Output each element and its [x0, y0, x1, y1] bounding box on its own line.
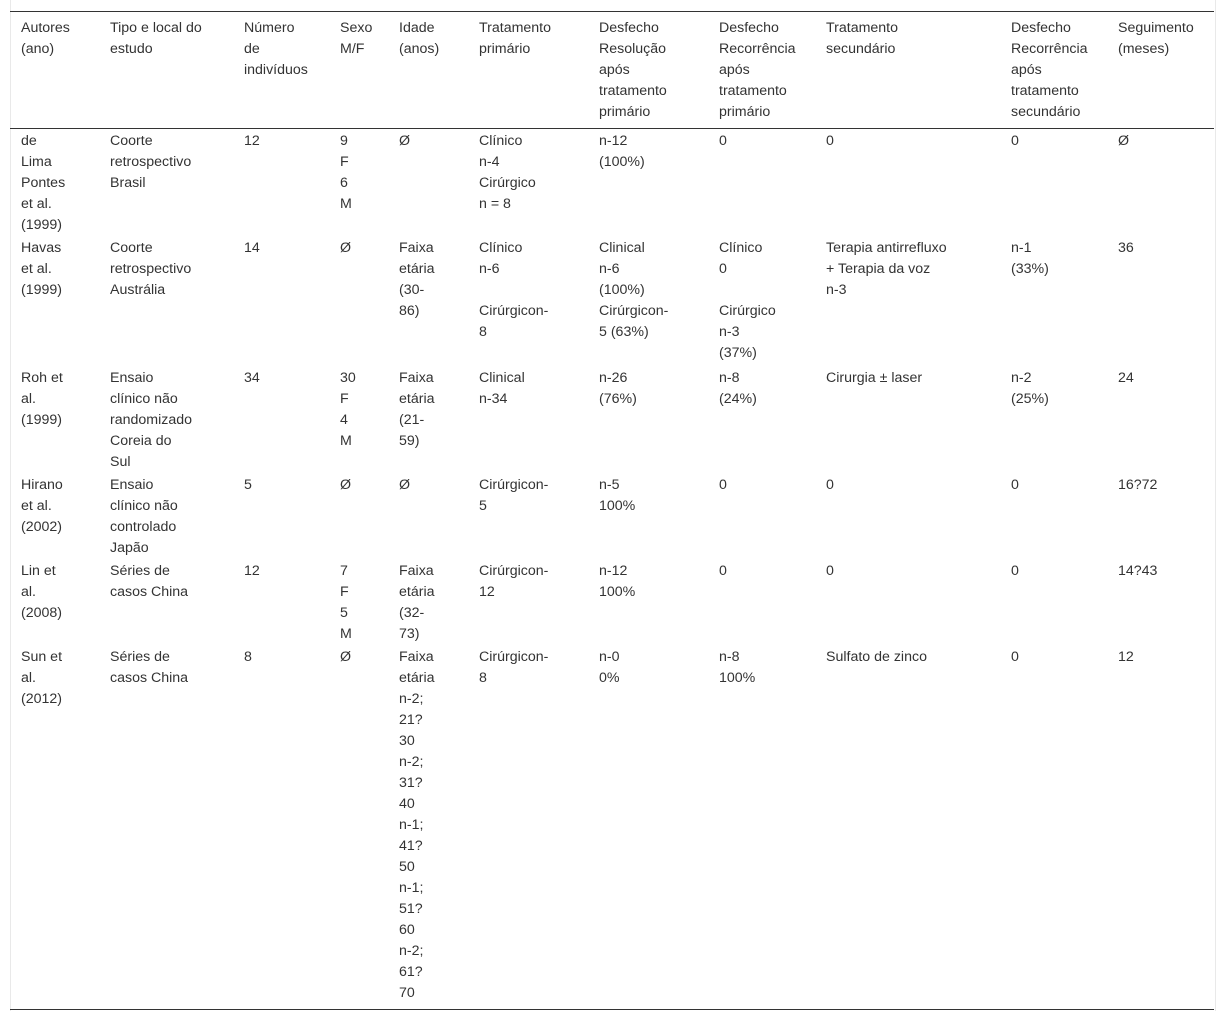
cell-resolucao: n-0 0% — [599, 649, 620, 686]
header-idade: Idade (anos) — [399, 20, 440, 57]
cell-sexo: Ø — [340, 240, 352, 256]
cell-seguimento: Ø — [1118, 133, 1130, 149]
cell-seguimento: 24 — [1118, 370, 1134, 386]
cell-idade: Faixa etária (21- 59) — [399, 370, 435, 449]
header-tipo: Tipo e local do estudo — [110, 20, 202, 57]
cell-tipo: Séries de casos China — [110, 563, 189, 600]
cell-autores: Hirano et al. (2002) — [21, 477, 63, 535]
cell-idade: Faixa etária (30- 86) — [399, 240, 435, 319]
cell-sexo: Ø — [340, 477, 352, 493]
table-header — [10, 12, 1214, 129]
cell-idade: Ø — [399, 133, 411, 149]
cell-tipo: Ensaio clínico não randomizado Coreia do Sul — [110, 370, 193, 470]
cell-recorrencia-sec: n-2 (25%) — [1011, 370, 1049, 407]
cell-seguimento: 16?72 — [1118, 477, 1158, 493]
cell-recorrencia: Clínico 0 Cirúrgico n-3 (37%) — [719, 240, 776, 361]
cell-idade: Faixa etária (32- 73) — [399, 563, 435, 642]
cell-numero: 12 — [244, 133, 260, 149]
cell-seguimento: 12 — [1118, 649, 1134, 665]
cell-idade: Faixa etária n-2; 21? 30 n-2; 31? 40 n-1; 41? 50 n-1; 51? 60 n-2; 61? 70 — [399, 649, 435, 1001]
cell-tipo: Séries de casos China — [110, 649, 189, 686]
header-recorrencia-sec: Desfecho Recorrência após tratamento secundário — [1011, 20, 1088, 120]
header-tratamento-secundario: Tratamento secundário — [826, 20, 899, 57]
cell-autores: Roh et al. (1999) — [21, 370, 63, 428]
header-recorrencia: Desfecho Recorrência após tratamento primário — [719, 20, 796, 120]
cell-tratamento-secundario: Cirurgia ± laser — [826, 370, 923, 386]
cell-resolucao: n-12 (100%) — [599, 133, 645, 170]
cell-tratamento-primario: Clinical n-34 — [479, 370, 525, 407]
cell-autores: de Lima Pontes et al. (1999) — [21, 133, 66, 233]
cell-autores: Sun et al. (2012) — [21, 649, 63, 707]
cell-recorrencia-sec: n-1 (33%) — [1011, 240, 1049, 277]
cell-tratamento-primario: Cirúrgicon- 8 — [479, 649, 549, 686]
cell-recorrencia: 0 — [719, 563, 727, 579]
cell-tratamento-secundario: 0 — [826, 477, 834, 493]
cell-numero: 5 — [244, 477, 252, 493]
cell-recorrencia-sec: 0 — [1011, 477, 1019, 493]
cell-recorrencia: 0 — [719, 477, 727, 493]
header-tratamento-primario: Tratamento primário — [479, 20, 552, 57]
cell-recorrencia: n-8 100% — [719, 649, 756, 686]
cell-tratamento-secundario: 0 — [826, 133, 834, 149]
cell-numero: 34 — [244, 370, 260, 386]
cell-seguimento: 36 — [1118, 240, 1134, 256]
cell-tratamento-primario: Cirúrgicon- 5 — [479, 477, 549, 514]
cell-tipo: Coorte retrospectivo Brasil — [110, 133, 192, 191]
cell-tratamento-primario: Cirúrgicon- 12 — [479, 563, 549, 600]
cell-resolucao: n-12 100% — [599, 563, 636, 600]
cell-sexo: Ø — [340, 649, 352, 665]
cell-numero: 8 — [244, 649, 252, 665]
cell-tipo: Ensaio clínico não controlado Japão — [110, 477, 178, 556]
cell-recorrencia-sec: 0 — [1011, 133, 1019, 149]
cell-tratamento-secundario: 0 — [826, 563, 834, 579]
cell-tratamento-secundario: Sulfato de zinco — [826, 649, 927, 665]
header-resolucao: Desfecho Resolução após tratamento primário — [599, 20, 667, 120]
cell-sexo: 7 F 5 M — [340, 563, 352, 642]
cell-recorrencia: 0 — [719, 133, 727, 149]
cell-recorrencia-sec: 0 — [1011, 563, 1019, 579]
cell-sexo: 9 F 6 M — [340, 133, 352, 212]
cell-recorrencia-sec: 0 — [1011, 649, 1019, 665]
cell-idade: Ø — [399, 477, 411, 493]
studies-table — [10, 11, 1214, 1010]
cell-tratamento-primario: Clínico n-6 Cirúrgicon- 8 — [479, 240, 549, 340]
cell-autores: Lin et al. (2008) — [21, 563, 63, 621]
header-autores: Autores (ano) — [21, 20, 70, 57]
cell-autores: Havas et al. (1999) — [21, 240, 63, 298]
cell-numero: 14 — [244, 240, 260, 256]
cell-resolucao: n-26 (76%) — [599, 370, 637, 407]
cell-recorrencia: n-8 (24%) — [719, 370, 757, 407]
cell-tipo: Coorte retrospectivo Austrália — [110, 240, 192, 298]
header-sexo: Sexo M/F — [340, 20, 373, 57]
cell-seguimento: 14?43 — [1118, 563, 1158, 579]
header-seguimento: Seguimento (meses) — [1118, 20, 1194, 57]
cell-tratamento-secundario: Terapia antirrefluxo + Terapia da voz n-3 — [826, 240, 947, 298]
cell-tratamento-primario: Clínico n-4 Cirúrgico n = 8 — [479, 133, 536, 212]
cell-resolucao: n-5 100% — [599, 477, 636, 514]
cell-resolucao: Clinical n-6 (100%) Cirúrgicon- 5 (63%) — [599, 240, 669, 340]
cell-sexo: 30 F 4 M — [340, 370, 356, 449]
header-numero: Número de indivíduos — [244, 20, 308, 78]
cell-numero: 12 — [244, 563, 260, 579]
